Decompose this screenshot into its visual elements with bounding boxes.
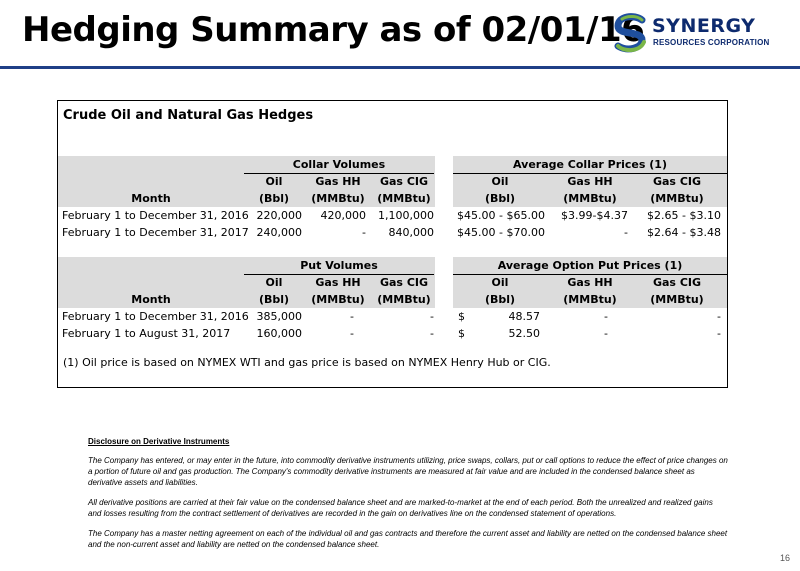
col-header: Gas HH (315, 276, 361, 289)
col-header: Gas HH (567, 175, 613, 188)
row-value: - (362, 226, 366, 239)
col-header: (Bbl) (258, 293, 290, 306)
footnote: (1) Oil price is based on NYMEX WTI and gas price is based on NYMEX Henry Hub or CIG. (63, 356, 551, 369)
row-month: February 1 to August 31, 2017 (62, 327, 231, 340)
col-header-month: Month (131, 293, 171, 306)
row-currency: $ (458, 327, 465, 340)
row-value: - (717, 310, 721, 323)
header-rule (0, 66, 800, 69)
col-header: (MMBtu) (563, 192, 617, 205)
col-header: (MMBtu) (311, 293, 365, 306)
col-header: Gas HH (567, 276, 613, 289)
disclosure-paragraph: All derivative positions are carried at their fair value on the condensed balance sheet and are marked-to-market at the end of each period. Both the unrealized and realized gains and losses resulting from the contract settlement of derivatives are recorded in the gain on derivatives line on the condensed statement of operations. (88, 498, 713, 518)
row-month: February 1 to December 31, 2017 (62, 226, 249, 239)
row-value: 160,000 (256, 327, 302, 340)
row-value: - (717, 327, 721, 340)
row-value: $2.64 - $3.48 (647, 226, 721, 239)
panel-title: Crude Oil and Natural Gas Hedges (63, 108, 314, 123)
disclosure-paragraph: The Company has a master netting agreement on each of the individual oil and gas contracts and therefore the current asset and liability are netted on the condensed balance sheet and the non-current asset and liability are netted on the condensed balance sheet. (88, 529, 728, 549)
col-header: (Bbl) (484, 192, 516, 205)
col-header-month: Month (131, 192, 171, 205)
col-header: Oil (265, 175, 283, 188)
row-value: 220,000 (256, 209, 302, 222)
row-value: 420,000 (320, 209, 366, 222)
page-number: 16 (779, 553, 790, 563)
row-value: 385,000 (256, 310, 302, 323)
put-volumes-heading: Put Volumes (300, 259, 378, 272)
col-header: Gas CIG (652, 175, 702, 188)
row-currency: $ (458, 310, 465, 323)
col-header: (MMBtu) (563, 293, 617, 306)
row-month: February 1 to December 31, 2016 (62, 310, 249, 323)
page-title: Hedging Summary as of 02/01/16 (22, 10, 645, 50)
disclosure-paragraph: The Company has entered, or may enter in the future, into commodity derivative instruments utilizing, price swaps, collars, put or call options to reduce the effect of price changes on a portion of future oil and gas production. The Company's commodity derivative instruments are measured at fair value and are included in the condensed balance sheet as derivative assets and liabilities. (88, 456, 728, 487)
row-value: 840,000 (388, 226, 434, 239)
hedges-panel (57, 100, 728, 388)
col-header: Gas CIG (379, 175, 429, 188)
row-value: 52.50 (508, 327, 540, 340)
disclosure-heading: Disclosure on Derivative Instruments (88, 437, 230, 446)
row-value: $2.65 - $3.10 (647, 209, 721, 222)
row-value: - (624, 226, 628, 239)
col-header: Oil (265, 276, 283, 289)
col-header: (MMBtu) (377, 192, 431, 205)
row-value: $3.99-$4.37 (561, 209, 628, 222)
row-month: February 1 to December 31, 2016 (62, 209, 249, 222)
col-header: (MMBtu) (311, 192, 365, 205)
row-value: $45.00 - $70.00 (457, 226, 545, 239)
logo-name: SYNERGY (652, 15, 756, 37)
row-value: $45.00 - $65.00 (457, 209, 545, 222)
row-value: - (430, 310, 434, 323)
col-header: Gas CIG (652, 276, 702, 289)
col-header: (MMBtu) (650, 293, 704, 306)
row-value: - (604, 310, 608, 323)
collar-prices-heading: Average Collar Prices (1) (513, 158, 667, 171)
col-header: Oil (491, 175, 509, 188)
col-header: (MMBtu) (650, 192, 704, 205)
row-value: - (430, 327, 434, 340)
row-value: - (604, 327, 608, 340)
col-header: (MMBtu) (377, 293, 431, 306)
row-value: 240,000 (256, 226, 302, 239)
row-value: - (350, 327, 354, 340)
row-value: 1,100,000 (378, 209, 434, 222)
col-header: (Bbl) (484, 293, 516, 306)
col-header: Gas HH (315, 175, 361, 188)
collar-volumes-heading: Collar Volumes (292, 158, 386, 171)
company-logo (612, 12, 782, 56)
row-value: 48.57 (508, 310, 540, 323)
logo-subtitle: RESOURCES CORPORATION (653, 38, 770, 47)
synergy-logo-icon (612, 12, 650, 54)
col-header: Oil (491, 276, 509, 289)
col-header: (Bbl) (258, 192, 290, 205)
col-header: Gas CIG (379, 276, 429, 289)
row-value: - (350, 310, 354, 323)
put-prices-heading: Average Option Put Prices (1) (497, 259, 683, 272)
